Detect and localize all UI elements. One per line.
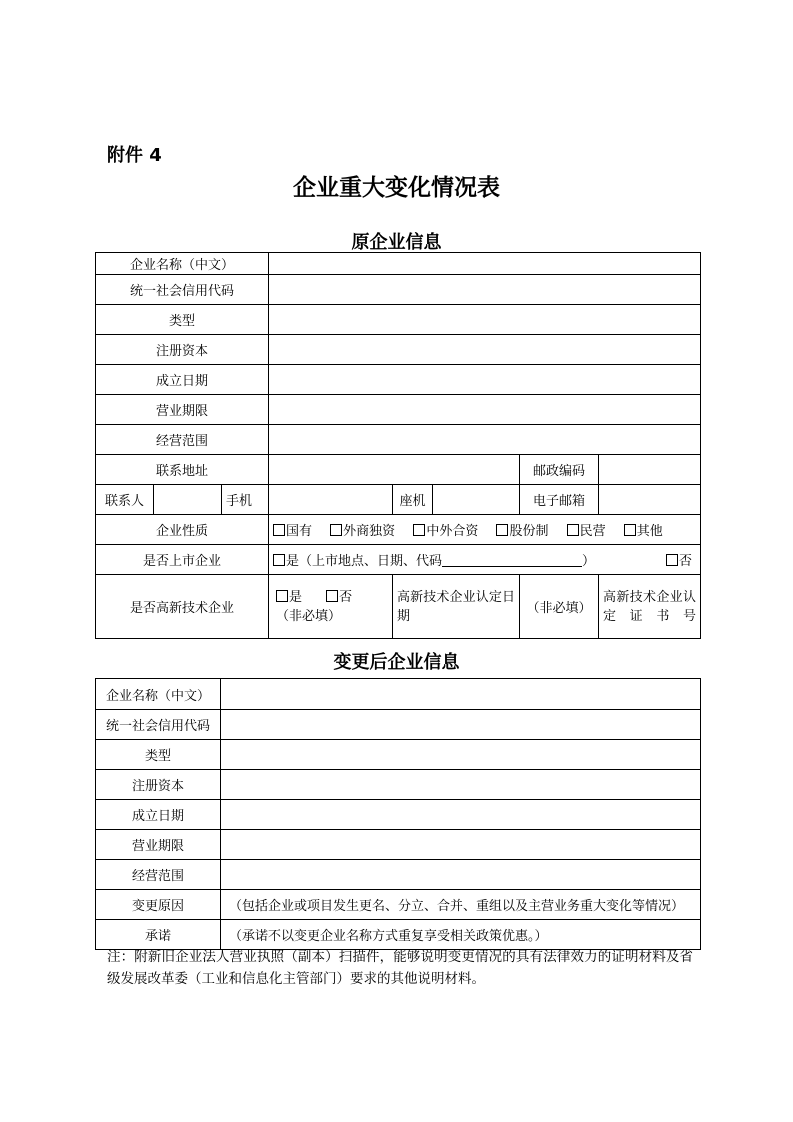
changed-promise-field[interactable]: （承诺不以变更企业名称方式重复享受相关政策优惠。） bbox=[221, 920, 701, 950]
checkbox-icon bbox=[413, 524, 425, 536]
changed-reason-label: 变更原因 bbox=[96, 890, 221, 920]
original-founded-label: 成立日期 bbox=[96, 365, 269, 395]
attachment-label: 附件 4 bbox=[107, 145, 162, 166]
changed-founded-field[interactable] bbox=[221, 800, 701, 830]
nature-option[interactable]: 国有 bbox=[273, 520, 312, 539]
original-hightech-label: 是否高新技术企业 bbox=[96, 575, 269, 639]
original-email-label: 电子邮箱 bbox=[520, 485, 599, 515]
original-mobile-field[interactable] bbox=[269, 485, 393, 515]
footnote: 注：附新旧企业法人营业执照（副本）扫描件，能够说明变更情况的具有法律效力的证明材料及省级发展改革委（工业和信息化主管部门）要求的其他说明材料。 bbox=[107, 949, 693, 987]
checkbox-icon bbox=[567, 524, 579, 536]
original-name-field[interactable] bbox=[269, 253, 701, 275]
nature-option[interactable]: 民营 bbox=[567, 520, 606, 539]
checkbox-icon bbox=[330, 524, 342, 536]
original-capital-label: 注册资本 bbox=[96, 335, 269, 365]
checkbox-icon bbox=[326, 590, 338, 602]
listed-no-option[interactable]: 否 bbox=[666, 550, 692, 569]
nature-option[interactable]: 中外合资 bbox=[413, 520, 478, 539]
checkbox-icon bbox=[273, 524, 285, 536]
original-email-field[interactable] bbox=[599, 485, 701, 515]
changed-capital-label: 注册资本 bbox=[96, 770, 221, 800]
changed-credit-code-field[interactable] bbox=[221, 710, 701, 740]
checkbox-icon bbox=[276, 590, 288, 602]
checkbox-icon bbox=[624, 524, 636, 536]
form-title: 企业重大变化情况表 bbox=[293, 174, 500, 201]
changed-scope-label: 经营范围 bbox=[96, 860, 221, 890]
original-credit-code-field[interactable] bbox=[269, 275, 701, 305]
cert-date-field[interactable]: （非必填） bbox=[520, 575, 599, 639]
original-term-label: 营业期限 bbox=[96, 395, 269, 425]
original-type-label: 类型 bbox=[96, 305, 269, 335]
original-scope-field[interactable] bbox=[269, 425, 701, 455]
original-type-field[interactable] bbox=[269, 305, 701, 335]
changed-type-label: 类型 bbox=[96, 740, 221, 770]
original-term-field[interactable] bbox=[269, 395, 701, 425]
nature-option[interactable]: 外商独资 bbox=[330, 520, 395, 539]
original-address-label: 联系地址 bbox=[96, 455, 269, 485]
original-nature-label: 企业性质 bbox=[96, 515, 269, 545]
original-phone-label: 座机 bbox=[393, 485, 433, 515]
changed-credit-code-label: 统一社会信用代码 bbox=[96, 710, 221, 740]
checkbox-icon bbox=[273, 554, 285, 566]
original-founded-field[interactable] bbox=[269, 365, 701, 395]
original-name-label: 企业名称（中文） bbox=[96, 253, 269, 275]
original-contact-field[interactable] bbox=[154, 485, 222, 515]
original-contact-label: 联系人 bbox=[96, 485, 154, 515]
original-postcode-label: 邮政编码 bbox=[520, 455, 599, 485]
changed-scope-field[interactable] bbox=[221, 860, 701, 890]
original-mobile-label: 手机 bbox=[222, 485, 269, 515]
listed-yes-option[interactable]: 是（上市地点、日期、代码 bbox=[273, 554, 442, 569]
original-hightech-options bbox=[269, 575, 393, 639]
original-info-table bbox=[95, 252, 701, 639]
changed-reason-field[interactable]: （包括企业或项目发生更名、分立、合并、重组以及主营业务重大变化等情况） bbox=[221, 890, 701, 920]
hightech-optional-note: （非必填） bbox=[276, 608, 342, 624]
listed-details-blank[interactable] bbox=[442, 554, 582, 567]
original-credit-code-label: 统一社会信用代码 bbox=[96, 275, 269, 305]
original-phone-field[interactable] bbox=[433, 485, 520, 515]
original-address-field[interactable] bbox=[269, 455, 520, 485]
original-listed-options bbox=[269, 545, 701, 575]
changed-section-title: 变更后企业信息 bbox=[333, 652, 460, 673]
checkbox-icon bbox=[666, 554, 678, 566]
changed-founded-label: 成立日期 bbox=[96, 800, 221, 830]
changed-name-label: 企业名称（中文） bbox=[96, 679, 221, 710]
original-nature-options bbox=[269, 515, 701, 545]
hightech-no-option[interactable]: 否 bbox=[326, 590, 352, 605]
changed-term-field[interactable] bbox=[221, 830, 701, 860]
hightech-yes-option[interactable]: 是 bbox=[276, 590, 302, 605]
changed-promise-label: 承诺 bbox=[96, 920, 221, 950]
original-scope-label: 经营范围 bbox=[96, 425, 269, 455]
original-section-title: 原企业信息 bbox=[351, 232, 442, 253]
changed-term-label: 营业期限 bbox=[96, 830, 221, 860]
checkbox-icon bbox=[496, 524, 508, 536]
cert-no-label: 高新技术企业认定证书号 bbox=[599, 575, 701, 639]
changed-name-field[interactable] bbox=[221, 679, 701, 710]
nature-option[interactable]: 股份制 bbox=[496, 520, 548, 539]
original-listed-label: 是否上市企业 bbox=[96, 545, 269, 575]
cert-date-label: 高新技术企业认定日期 bbox=[393, 575, 520, 639]
original-postcode-field[interactable] bbox=[599, 455, 701, 485]
listed-close-paren: ） bbox=[582, 554, 596, 569]
changed-type-field[interactable] bbox=[221, 740, 701, 770]
changed-capital-field[interactable] bbox=[221, 770, 701, 800]
changed-info-table bbox=[95, 678, 701, 950]
nature-option[interactable]: 其他 bbox=[624, 520, 663, 539]
original-capital-field[interactable] bbox=[269, 335, 701, 365]
